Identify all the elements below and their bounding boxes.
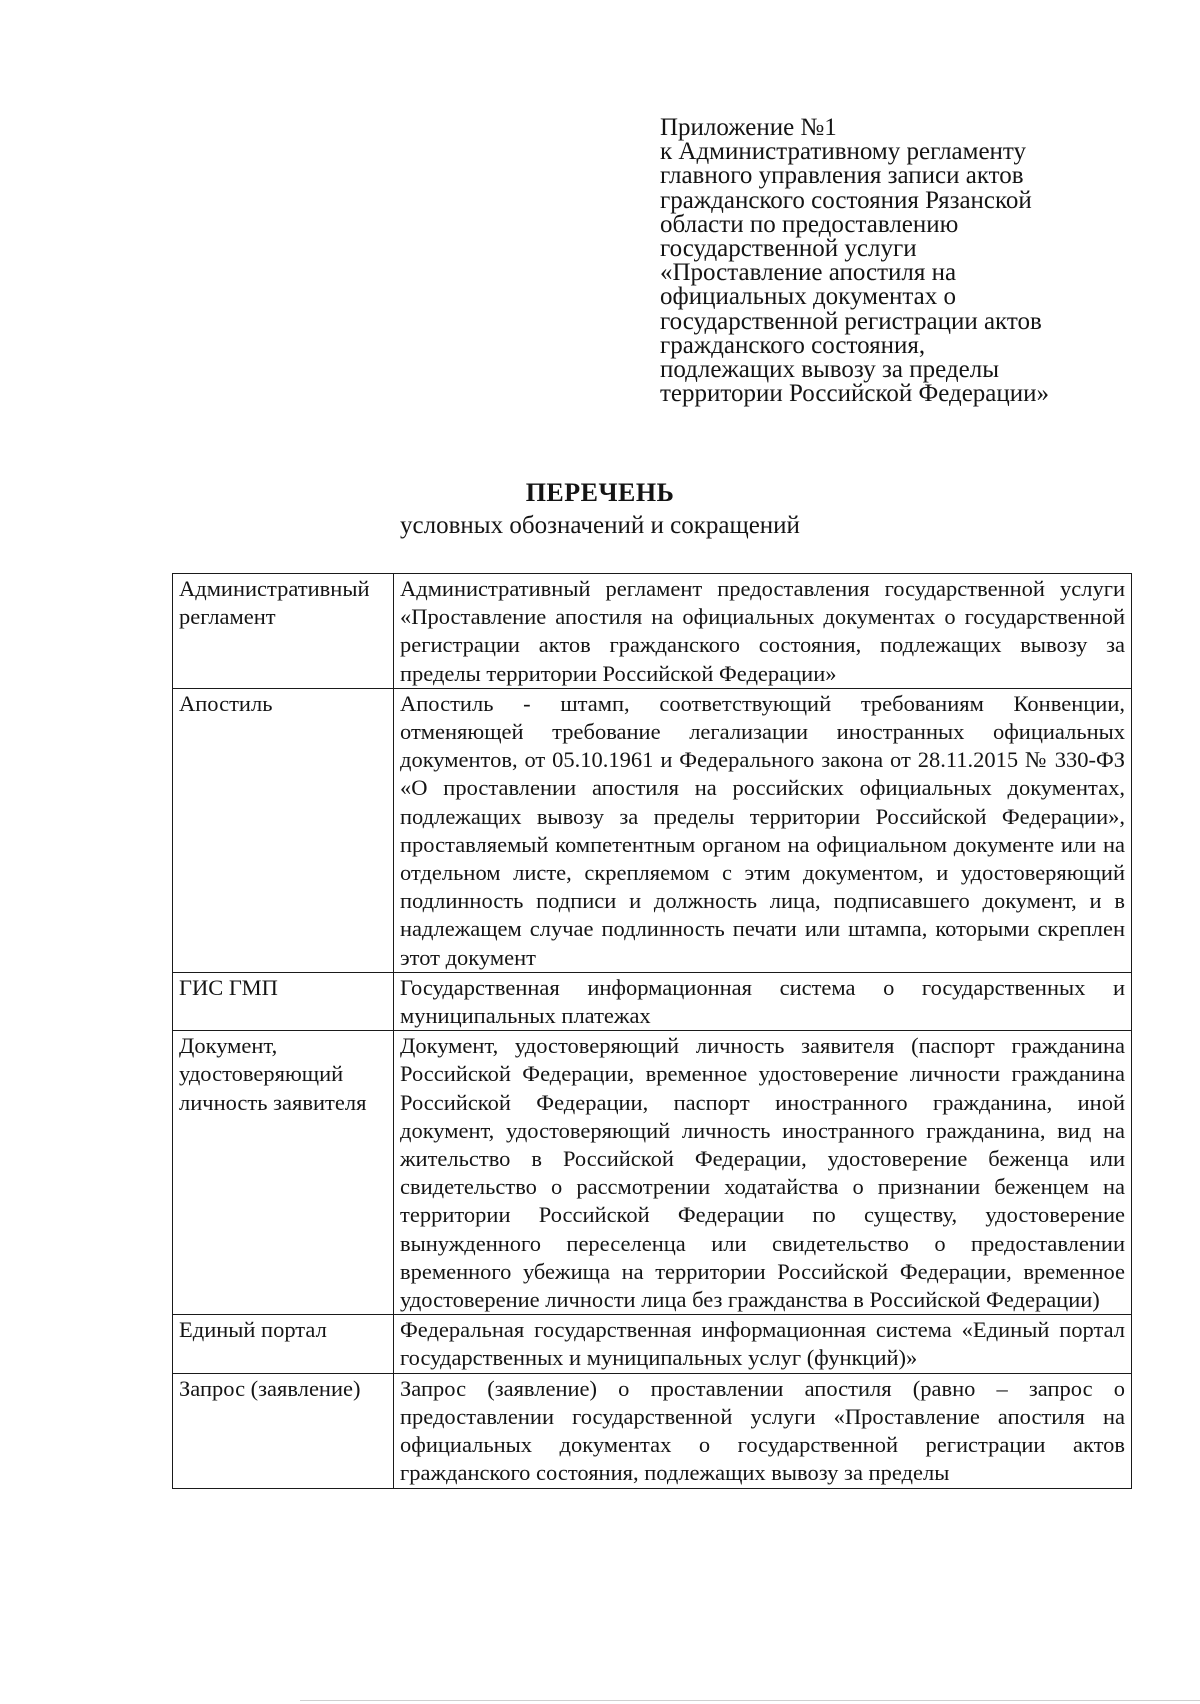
appendix-line: гражданского состояния,	[660, 331, 926, 359]
term-cell: Апостиль	[173, 688, 394, 972]
abbreviations-table	[172, 573, 1132, 1489]
appendix-line: территории Российской Федерации»	[660, 380, 1050, 408]
table-row	[173, 972, 1132, 1030]
table-row	[173, 1373, 1132, 1488]
appendix-line: подлежащих вывозу за пределы	[660, 356, 999, 384]
appendix-line: официальных документах о	[660, 283, 957, 311]
document-title: ПЕРЕЧЕНЬ	[525, 478, 675, 507]
appendix-line: главного управления записи актов	[660, 162, 1024, 190]
term-cell: Документ, удостоверяющий личность заявителя	[173, 1031, 394, 1315]
definition-cell: Административный регламент предоставления государственной услуги «Проставление апостиля на официальных документах о государственной регистрации актов гражданского состояния, подлежащих вывозу за пределы территории Российской Федерации»	[394, 574, 1132, 689]
table-row	[173, 1031, 1132, 1315]
document-subtitle: условных обозначений и сокращений	[400, 512, 800, 539]
definition-cell: Федеральная государственная информационная система «Единый портал государственных и муниципальных услуг (функций)»	[394, 1315, 1132, 1373]
appendix-line: государственной регистрации актов	[660, 307, 1042, 335]
appendix-line: Приложение №1	[660, 114, 837, 141]
term-cell: Запрос (заявление)	[173, 1373, 394, 1488]
appendix-line: гражданского состояния Рязанской	[660, 186, 1032, 214]
appendix-line: к Административному регламенту	[660, 138, 1027, 166]
term-cell: Единый портал	[173, 1315, 394, 1373]
definition-cell: Запрос (заявление) о проставлении апостиля (равно – запрос о предоставлении государственной услуги «Проставление апостиля на официальных документах о государственной регистрации актов гражданского состояния, подлежащих вывозу за пределы	[394, 1373, 1132, 1488]
table-row	[173, 688, 1132, 972]
term-cell: ГИС ГМП	[173, 972, 394, 1030]
table-row	[173, 574, 1132, 689]
appendix-note	[660, 116, 1130, 406]
table-row	[173, 1315, 1132, 1373]
definition-cell: Документ, удостоверяющий личность заявителя (паспорт гражданина Российской Федерации, временное удостоверение личности гражданина Российской Федерации, паспорт иностранного гражданина, иной документ, удостоверяющий личность иностранного гражданина, вид на жительство в Российской Федерации, удостоверение беженца или свидетельство о рассмотрении ходатайства о признании беженцем на территории Российской Федерации по существу, удостоверение вынужденного переселенца или свидетельство о предоставлении временного убежища на территории Российской Федерации, временное удостоверение личности лица без гражданства в Российской Федерации)	[394, 1031, 1132, 1315]
appendix-line: «Проставление апостиля на	[660, 259, 957, 287]
definition-cell: Государственная информационная система о государственных и муниципальных платежах	[394, 972, 1132, 1030]
appendix-line: государственной услуги	[660, 235, 917, 263]
page-edge-line	[300, 1700, 1200, 1701]
term-cell: Административный регламент	[173, 574, 394, 689]
appendix-line: области по предоставлению	[660, 210, 959, 238]
definition-cell: Апостиль - штамп, соответствующий требованиям Конвенции, отменяющей требование легализации иностранных официальных документов, от 05.10.1961 и Федерального закона от 28.11.2015 № 330-ФЗ «О проставлении апостиля на российских официальных документах, подлежащих вывозу за пределы территории Российской Федерации», проставляемый компетентным органом на официальном документе или на отдельном листе, скрепляемом с этим документом, и удостоверяющий подлинность подписи и должность лица, подписавшего документ, и в надлежащем случае подлинность печати или штампа, которыми скреплен этот документ	[394, 688, 1132, 972]
